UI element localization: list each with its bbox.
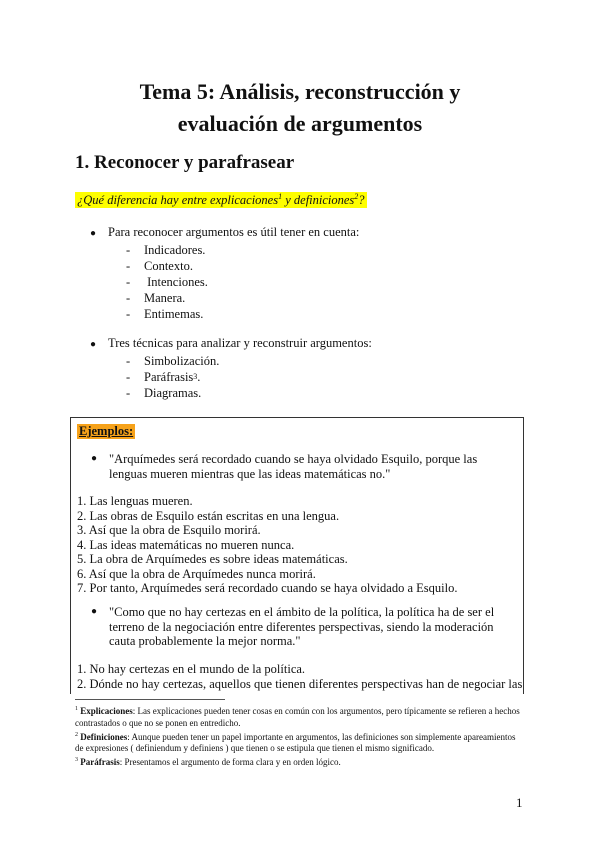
list-item: - Diagramas. <box>126 386 202 400</box>
bullet-text: Tres técnicas para analizar y reconstruir argumentos: <box>108 336 372 350</box>
bullet-techniques <box>90 335 372 401</box>
list-item: - Simbolización. <box>126 354 220 368</box>
bullet-dot-icon: ● <box>91 453 98 464</box>
list-item: 2. Las obras de Esquilo están escritas en una lengua. <box>77 508 340 523</box>
list-item: 3. Así que la obra de Esquilo morirá. <box>77 523 261 537</box>
numbered-list-1 <box>77 494 457 596</box>
list-item: 2. Dónde no hay certezas, aquellos que tienen diferentes perspectivas han de negociar las <box>77 676 523 691</box>
title-line-2: evaluación de argumentos <box>177 111 423 136</box>
page-number: 1 <box>516 795 523 810</box>
list-item: 1. Las lenguas mueren. <box>77 494 193 508</box>
numbered-list-2 <box>77 662 522 691</box>
list-item: - Entimemas. <box>126 307 204 321</box>
footnote-ref-2: 2 <box>354 192 359 201</box>
bullet-dot-icon: ● <box>90 228 97 239</box>
list-item: - Intenciones. <box>126 275 208 289</box>
example-quote-1: ● "Arquímedes será recordado cuando se haya olvidado Esquilo, porque las lenguas mueren mientras que las ideas matemáticas no." <box>91 452 478 481</box>
question-text-a: ¿Qué diferencia hay entre explicaciones <box>77 193 279 208</box>
bullet-text: Para reconocer argumentos es útil tener en cuenta: <box>108 225 360 239</box>
question-text-b: y definiciones <box>282 193 355 208</box>
section-heading: 1. Reconocer y parafrasear <box>75 152 295 173</box>
question-text-c: ? <box>358 193 365 208</box>
example-quote-2: ● "Como que no hay certezas en el ámbito de la política, la política ha de ser el terreno de la negociación entre diferentes perspectivas, siendo la moderación cauta probablemente la mejor norma." <box>91 605 495 648</box>
highlighted-question <box>75 192 367 208</box>
footnotes <box>75 704 525 769</box>
list-item: - Indicadores. <box>126 243 206 257</box>
list-item: 6. Así que la obra de Arquímedes nunca morirá. <box>77 566 316 581</box>
sub-list <box>126 353 372 401</box>
bullet-recognize <box>90 224 359 322</box>
list-item: 7. Por tanto, Arquímedes será recordado cuando se haya olvidado a Esquilo. <box>77 581 458 595</box>
footnote-ref-1: 1 <box>278 192 283 201</box>
footnote-separator <box>75 699 225 700</box>
footnote-ref-3: 3 <box>193 372 198 381</box>
document-title <box>0 76 600 140</box>
footnote-3: $^3$ Paráfrasis: Presentamos el argumento de forma clara y en orden lógico. <box>75 757 341 768</box>
examples-label: Ejemplos: <box>79 424 134 438</box>
title-line-1: Tema 5: Análisis, reconstrucción y <box>139 79 461 104</box>
footnote-2: $^2$ Definiciones: Aunque pueden tener un papel importante en argumentos, las definiciones son simplemente apareamientos de expresiones ( definiendum y definiens ) que tienen o se estipula que tienen el mismo significado. <box>75 731 516 754</box>
list-item: - Manera. <box>126 291 186 305</box>
bullet-dot-icon: ● <box>90 339 97 350</box>
footnote-1: $^1$ Explicaciones: Las explicaciones pueden tener cosas en común con los argumentos, pero típicamente se refieren a hechos contrastados o que no se ponen en entredicho. <box>75 706 520 728</box>
bullet-dot-icon: ● <box>91 606 98 617</box>
list-item: 1. No hay certezas en el mundo de la política. <box>77 662 306 676</box>
list-item: 5. La obra de Arquímedes es sobre ideas matemáticas. <box>77 552 348 566</box>
sub-list <box>126 242 359 322</box>
list-item: - Paráfrasis 3 . <box>126 370 201 384</box>
list-item: - Contexto. <box>126 259 193 273</box>
examples-box <box>70 417 524 694</box>
list-item: 4. Las ideas matemáticas no mueren nunca. <box>77 537 295 552</box>
